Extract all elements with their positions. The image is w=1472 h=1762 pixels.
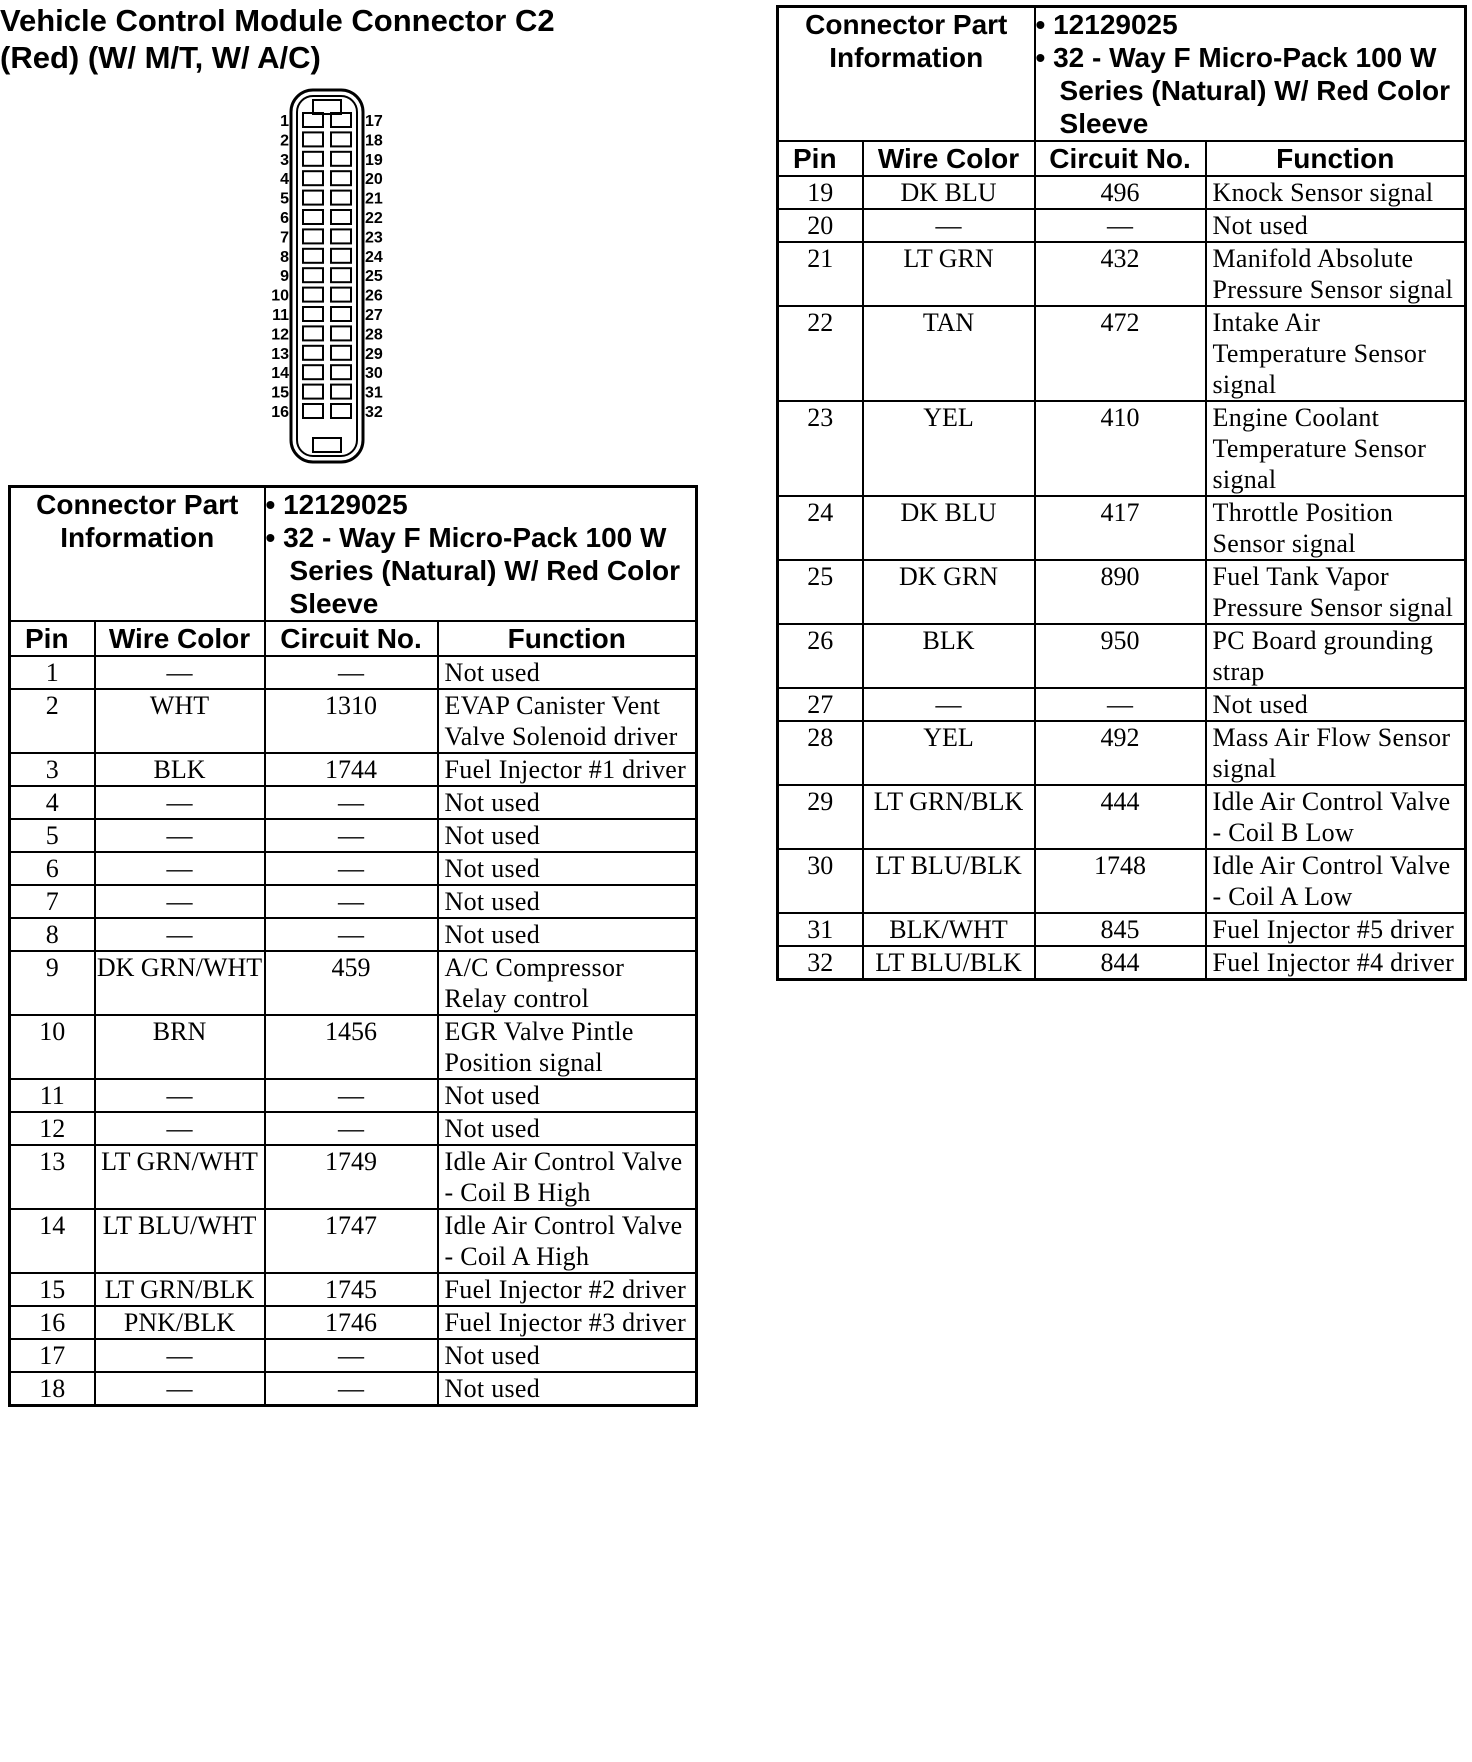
circuit-cell: 1744 [265, 753, 438, 786]
pin-cell: 19 [778, 176, 863, 209]
table-row [10, 1112, 697, 1145]
pin-cavity-left [303, 249, 323, 263]
function-cell: Not used [438, 885, 697, 918]
pin-cell: 30 [778, 849, 863, 913]
table-row [10, 1209, 697, 1273]
circuit-cell: 1745 [265, 1273, 438, 1306]
wire-color-cell: DK GRN/WHT [95, 951, 265, 1015]
pin-label-right: 18 [365, 132, 383, 150]
pin-cell: 10 [10, 1015, 95, 1079]
circuit-cell: 410 [1035, 401, 1206, 496]
part-description: • 32 - Way F Micro-Pack 100 W Series (Natural) W/ Red Color Sleeve [1035, 42, 1451, 139]
pin-cell: 13 [10, 1145, 95, 1209]
function-cell: Fuel Injector #2 driver [438, 1273, 697, 1306]
pin-label-right: 26 [365, 287, 383, 305]
circuit-cell: 1749 [265, 1145, 438, 1209]
pin-label-left: 8 [280, 248, 289, 266]
table-row [10, 1015, 697, 1079]
circuit-cell: 1456 [265, 1015, 438, 1079]
part-info-label: Connector Part Information [778, 7, 1035, 142]
table-row [778, 913, 1466, 946]
column-header-row [778, 141, 1466, 176]
table-row [10, 1306, 697, 1339]
wire-color-cell: BLK/WHT [863, 913, 1035, 946]
pin-cavity-right [331, 346, 351, 360]
wire-color-cell: LT GRN/WHT [95, 1145, 265, 1209]
function-cell: Mass Air Flow Sensor signal [1206, 721, 1466, 785]
circuit-cell: — [1035, 209, 1206, 242]
wire-color-cell: BLK [95, 753, 265, 786]
circuit-cell: — [265, 656, 438, 689]
part-info-label: Connector Part Information [10, 487, 265, 622]
pin-cavity-right [331, 229, 351, 243]
pin-cavity-right [331, 268, 351, 282]
title-line-1: Vehicle Control Module Connector C2 [0, 3, 555, 38]
part-description: • 32 - Way F Micro-Pack 100 W Series (Natural) W/ Red Color Sleeve [265, 522, 681, 619]
pin-label-right: 27 [365, 307, 383, 324]
wire-color-cell: — [863, 688, 1035, 721]
function-cell: Idle Air Control Valve - Coil B High [438, 1145, 697, 1209]
table-row [778, 401, 1466, 496]
pin-label-left: 10 [271, 287, 289, 305]
pin-cavity-right [331, 152, 351, 166]
column-header-wire-color: Wire Color [95, 621, 265, 656]
wire-color-cell: — [95, 819, 265, 852]
connector-face-drawing [255, 86, 405, 466]
pin-label-left: 2 [280, 132, 289, 150]
wire-color-cell: BLK [863, 624, 1035, 688]
pin-cell: 27 [778, 688, 863, 721]
wire-color-cell: DK GRN [863, 560, 1035, 624]
pin-label-right: 28 [365, 326, 383, 344]
table-row [10, 885, 697, 918]
function-cell: Not used [438, 656, 697, 689]
pin-cell: 20 [778, 209, 863, 242]
wire-color-cell: LT BLU/WHT [95, 1209, 265, 1273]
pin-cell: 29 [778, 785, 863, 849]
table-row [10, 819, 697, 852]
table-row [778, 242, 1466, 306]
pin-cavity-right [331, 113, 351, 127]
pin-cell: 9 [10, 951, 95, 1015]
function-cell: Not used [438, 786, 697, 819]
connector-diagram [255, 86, 405, 466]
table-row [10, 951, 697, 1015]
pin-cell: 24 [778, 496, 863, 560]
column-header-function: Function [438, 621, 697, 656]
pin-cavity-left [303, 113, 323, 127]
wire-color-cell: — [95, 1372, 265, 1406]
part-info-values [1035, 7, 1466, 142]
pin-cell: 4 [10, 786, 95, 819]
table-row [10, 1372, 697, 1406]
part-info-values [265, 487, 697, 622]
table-row [778, 721, 1466, 785]
table-row [778, 688, 1466, 721]
column-header-circuit: Circuit No. [265, 621, 438, 656]
table-row [778, 624, 1466, 688]
pin-cell: 21 [778, 242, 863, 306]
function-cell: Throttle Position Sensor signal [1206, 496, 1466, 560]
pin-cell: 23 [778, 401, 863, 496]
circuit-cell: 890 [1035, 560, 1206, 624]
circuit-cell: — [265, 1339, 438, 1372]
column-header-function: Function [1206, 141, 1466, 176]
function-cell: A/C Compressor Relay control [438, 951, 697, 1015]
pin-cavity-left [303, 132, 323, 146]
wire-color-cell: LT GRN [863, 242, 1035, 306]
function-cell: Fuel Injector #3 driver [438, 1306, 697, 1339]
function-cell: Not used [438, 852, 697, 885]
pin-cavity-left [303, 210, 323, 224]
function-cell: Not used [438, 1112, 697, 1145]
function-cell: Not used [1206, 209, 1466, 242]
table-row [778, 560, 1466, 624]
wire-color-cell: — [95, 786, 265, 819]
wire-color-cell: TAN [863, 306, 1035, 401]
pin-cavity-left [303, 171, 323, 185]
pin-label-right: 19 [365, 151, 383, 169]
wire-color-cell: LT GRN/BLK [95, 1273, 265, 1306]
pin-cavity-right [331, 385, 351, 399]
pin-cavity-right [331, 365, 351, 379]
table-row [10, 1339, 697, 1372]
circuit-cell: — [265, 1079, 438, 1112]
wire-color-cell: — [95, 885, 265, 918]
table-row [10, 689, 697, 753]
pin-label-right: 29 [365, 345, 383, 363]
pin-cavity-left [303, 152, 323, 166]
pin-label-left: 15 [271, 384, 289, 402]
circuit-cell: 950 [1035, 624, 1206, 688]
pin-label-right: 30 [365, 365, 383, 383]
pin-label-left: 6 [280, 210, 289, 227]
connector-latch-top [313, 100, 341, 114]
table-row [778, 306, 1466, 401]
pin-cavity-right [331, 288, 351, 302]
connector-housing [291, 90, 363, 462]
pin-cell: 15 [10, 1273, 95, 1306]
function-cell: Idle Air Control Valve - Coil A High [438, 1209, 697, 1273]
circuit-cell: 1747 [265, 1209, 438, 1273]
pin-cell: 2 [10, 689, 95, 753]
circuit-cell: 459 [265, 951, 438, 1015]
function-cell: Idle Air Control Valve - Coil A Low [1206, 849, 1466, 913]
pin-label-right: 32 [365, 404, 383, 421]
pin-cavity-left [303, 229, 323, 243]
part-info-row [778, 7, 1466, 142]
function-cell: Fuel Injector #4 driver [1206, 946, 1466, 980]
function-cell: Knock Sensor signal [1206, 176, 1466, 209]
wire-color-cell: — [95, 1079, 265, 1112]
table-row [10, 1273, 697, 1306]
table-row [10, 656, 697, 689]
pin-cell: 25 [778, 560, 863, 624]
part-number: • 12129025 [265, 489, 408, 520]
wire-color-cell: — [863, 209, 1035, 242]
wire-color-cell: — [95, 852, 265, 885]
circuit-cell: — [1035, 688, 1206, 721]
wire-color-cell: PNK/BLK [95, 1306, 265, 1339]
pin-cavity-right [331, 307, 351, 321]
pin-label-left: 3 [280, 151, 289, 169]
circuit-cell: — [265, 1112, 438, 1145]
pinout-table-right [776, 5, 1467, 981]
pin-cavity-left [303, 346, 323, 360]
wire-color-cell: LT BLU/BLK [863, 946, 1035, 980]
function-cell: Not used [438, 1339, 697, 1372]
function-cell: Intake Air Temperature Sensor signal [1206, 306, 1466, 401]
pin-cell: 3 [10, 753, 95, 786]
pin-label-left: 14 [271, 365, 289, 383]
table-row [778, 176, 1466, 209]
pin-cavity-left [303, 365, 323, 379]
table-row [10, 918, 697, 951]
pin-label-right: 22 [365, 210, 383, 227]
pin-label-left: 16 [271, 404, 289, 421]
pin-label-right: 23 [365, 229, 383, 247]
circuit-cell: 496 [1035, 176, 1206, 209]
pin-cell: 16 [10, 1306, 95, 1339]
wire-color-cell: LT GRN/BLK [863, 785, 1035, 849]
wire-color-cell: YEL [863, 721, 1035, 785]
column-header-pin: Pin [778, 141, 863, 176]
function-cell: Not used [438, 1079, 697, 1112]
circuit-cell: — [265, 918, 438, 951]
wire-color-cell: — [95, 918, 265, 951]
pin-cell: 5 [10, 819, 95, 852]
function-cell: Fuel Injector #1 driver [438, 753, 697, 786]
circuit-cell: — [265, 885, 438, 918]
pin-cavity-left [303, 326, 323, 340]
pin-cavity-left [303, 268, 323, 282]
pin-cavity-left [303, 404, 323, 418]
circuit-cell: 472 [1035, 306, 1206, 401]
pin-label-left: 11 [272, 307, 289, 324]
table-row [778, 209, 1466, 242]
pin-cavity-right [331, 191, 351, 205]
pin-cavity-right [331, 210, 351, 224]
pin-cell: 26 [778, 624, 863, 688]
pin-cell: 14 [10, 1209, 95, 1273]
circuit-cell: 432 [1035, 242, 1206, 306]
wire-color-cell: DK BLU [863, 176, 1035, 209]
pin-cavity-right [331, 326, 351, 340]
circuit-cell: 444 [1035, 785, 1206, 849]
circuit-cell: 492 [1035, 721, 1206, 785]
function-cell: Not used [1206, 688, 1466, 721]
circuit-cell: — [265, 1372, 438, 1406]
table-row [10, 1079, 697, 1112]
wire-color-cell: YEL [863, 401, 1035, 496]
circuit-cell: 844 [1035, 946, 1206, 980]
wire-color-cell: BRN [95, 1015, 265, 1079]
table-row [778, 496, 1466, 560]
pin-cavity-left [303, 307, 323, 321]
wire-color-cell: — [95, 656, 265, 689]
pin-label-right: 31 [365, 384, 383, 402]
function-cell: Idle Air Control Valve - Coil B Low [1206, 785, 1466, 849]
pin-label-right: 21 [365, 190, 383, 208]
pin-cell: 28 [778, 721, 863, 785]
function-cell: Engine Coolant Temperature Sensor signal [1206, 401, 1466, 496]
circuit-cell: 1746 [265, 1306, 438, 1339]
function-cell: Not used [438, 1372, 697, 1406]
wire-color-cell: WHT [95, 689, 265, 753]
function-cell: Fuel Tank Vapor Pressure Sensor signal [1206, 560, 1466, 624]
circuit-cell: — [265, 819, 438, 852]
wire-color-cell: DK BLU [863, 496, 1035, 560]
table-row [778, 849, 1466, 913]
connector-inner-wall [297, 96, 357, 456]
circuit-cell: — [265, 786, 438, 819]
wire-color-cell: LT BLU/BLK [863, 849, 1035, 913]
table-row [10, 753, 697, 786]
function-cell: Not used [438, 918, 697, 951]
part-info-row [10, 487, 697, 622]
function-cell: EVAP Canister Vent Valve Solenoid driver [438, 689, 697, 753]
pin-cavity-left [303, 385, 323, 399]
pin-label-right: 25 [365, 268, 383, 286]
pin-label-right: 20 [365, 171, 383, 189]
pin-cavity-right [331, 171, 351, 185]
function-cell: PC Board grounding strap [1206, 624, 1466, 688]
pin-label-left: 5 [280, 190, 289, 208]
table-row [778, 785, 1466, 849]
table-row [10, 1145, 697, 1209]
function-cell: Not used [438, 819, 697, 852]
column-header-wire-color: Wire Color [863, 141, 1035, 176]
connector-latch-bottom [313, 438, 341, 452]
pin-cell: 8 [10, 918, 95, 951]
pin-cell: 22 [778, 306, 863, 401]
part-number: • 12129025 [1035, 9, 1178, 40]
pin-label-left: 1 [280, 113, 289, 130]
function-cell: EGR Valve Pintle Position signal [438, 1015, 697, 1079]
pin-cell: 7 [10, 885, 95, 918]
pin-label-left: 7 [280, 229, 289, 247]
pin-label-right: 24 [365, 248, 383, 266]
table-row [10, 786, 697, 819]
pin-cavity-right [331, 249, 351, 263]
column-header-circuit: Circuit No. [1035, 141, 1206, 176]
function-cell: Manifold Absolute Pressure Sensor signal [1206, 242, 1466, 306]
wire-color-cell: — [95, 1339, 265, 1372]
pin-cell: 31 [778, 913, 863, 946]
pin-cell: 18 [10, 1372, 95, 1406]
pin-cavity-left [303, 191, 323, 205]
circuit-cell: 845 [1035, 913, 1206, 946]
column-header-row [10, 621, 697, 656]
pinout-table-left [8, 485, 698, 1407]
pin-label-left: 12 [271, 326, 289, 344]
pin-label-left: 9 [280, 268, 289, 286]
pin-cell: 12 [10, 1112, 95, 1145]
pin-cavity-right [331, 132, 351, 146]
function-cell: Fuel Injector #5 driver [1206, 913, 1466, 946]
pin-cell: 1 [10, 656, 95, 689]
circuit-cell: — [265, 852, 438, 885]
table-row [778, 946, 1466, 980]
page-title [0, 2, 555, 76]
circuit-cell: 1748 [1035, 849, 1206, 913]
pin-label-left: 13 [271, 345, 289, 363]
title-line-2: (Red) (W/ M/T, W/ A/C) [0, 40, 321, 75]
pin-cavity-right [331, 404, 351, 418]
pin-cell: 32 [778, 946, 863, 980]
pin-cavity-left [303, 288, 323, 302]
pin-cell: 11 [10, 1079, 95, 1112]
pin-cell: 17 [10, 1339, 95, 1372]
column-header-pin: Pin [10, 621, 95, 656]
pin-label-right: 17 [365, 113, 383, 130]
table-row [10, 852, 697, 885]
wire-color-cell: — [95, 1112, 265, 1145]
pin-label-left: 4 [280, 171, 289, 189]
circuit-cell: 1310 [265, 689, 438, 753]
circuit-cell: 417 [1035, 496, 1206, 560]
pin-cell: 6 [10, 852, 95, 885]
